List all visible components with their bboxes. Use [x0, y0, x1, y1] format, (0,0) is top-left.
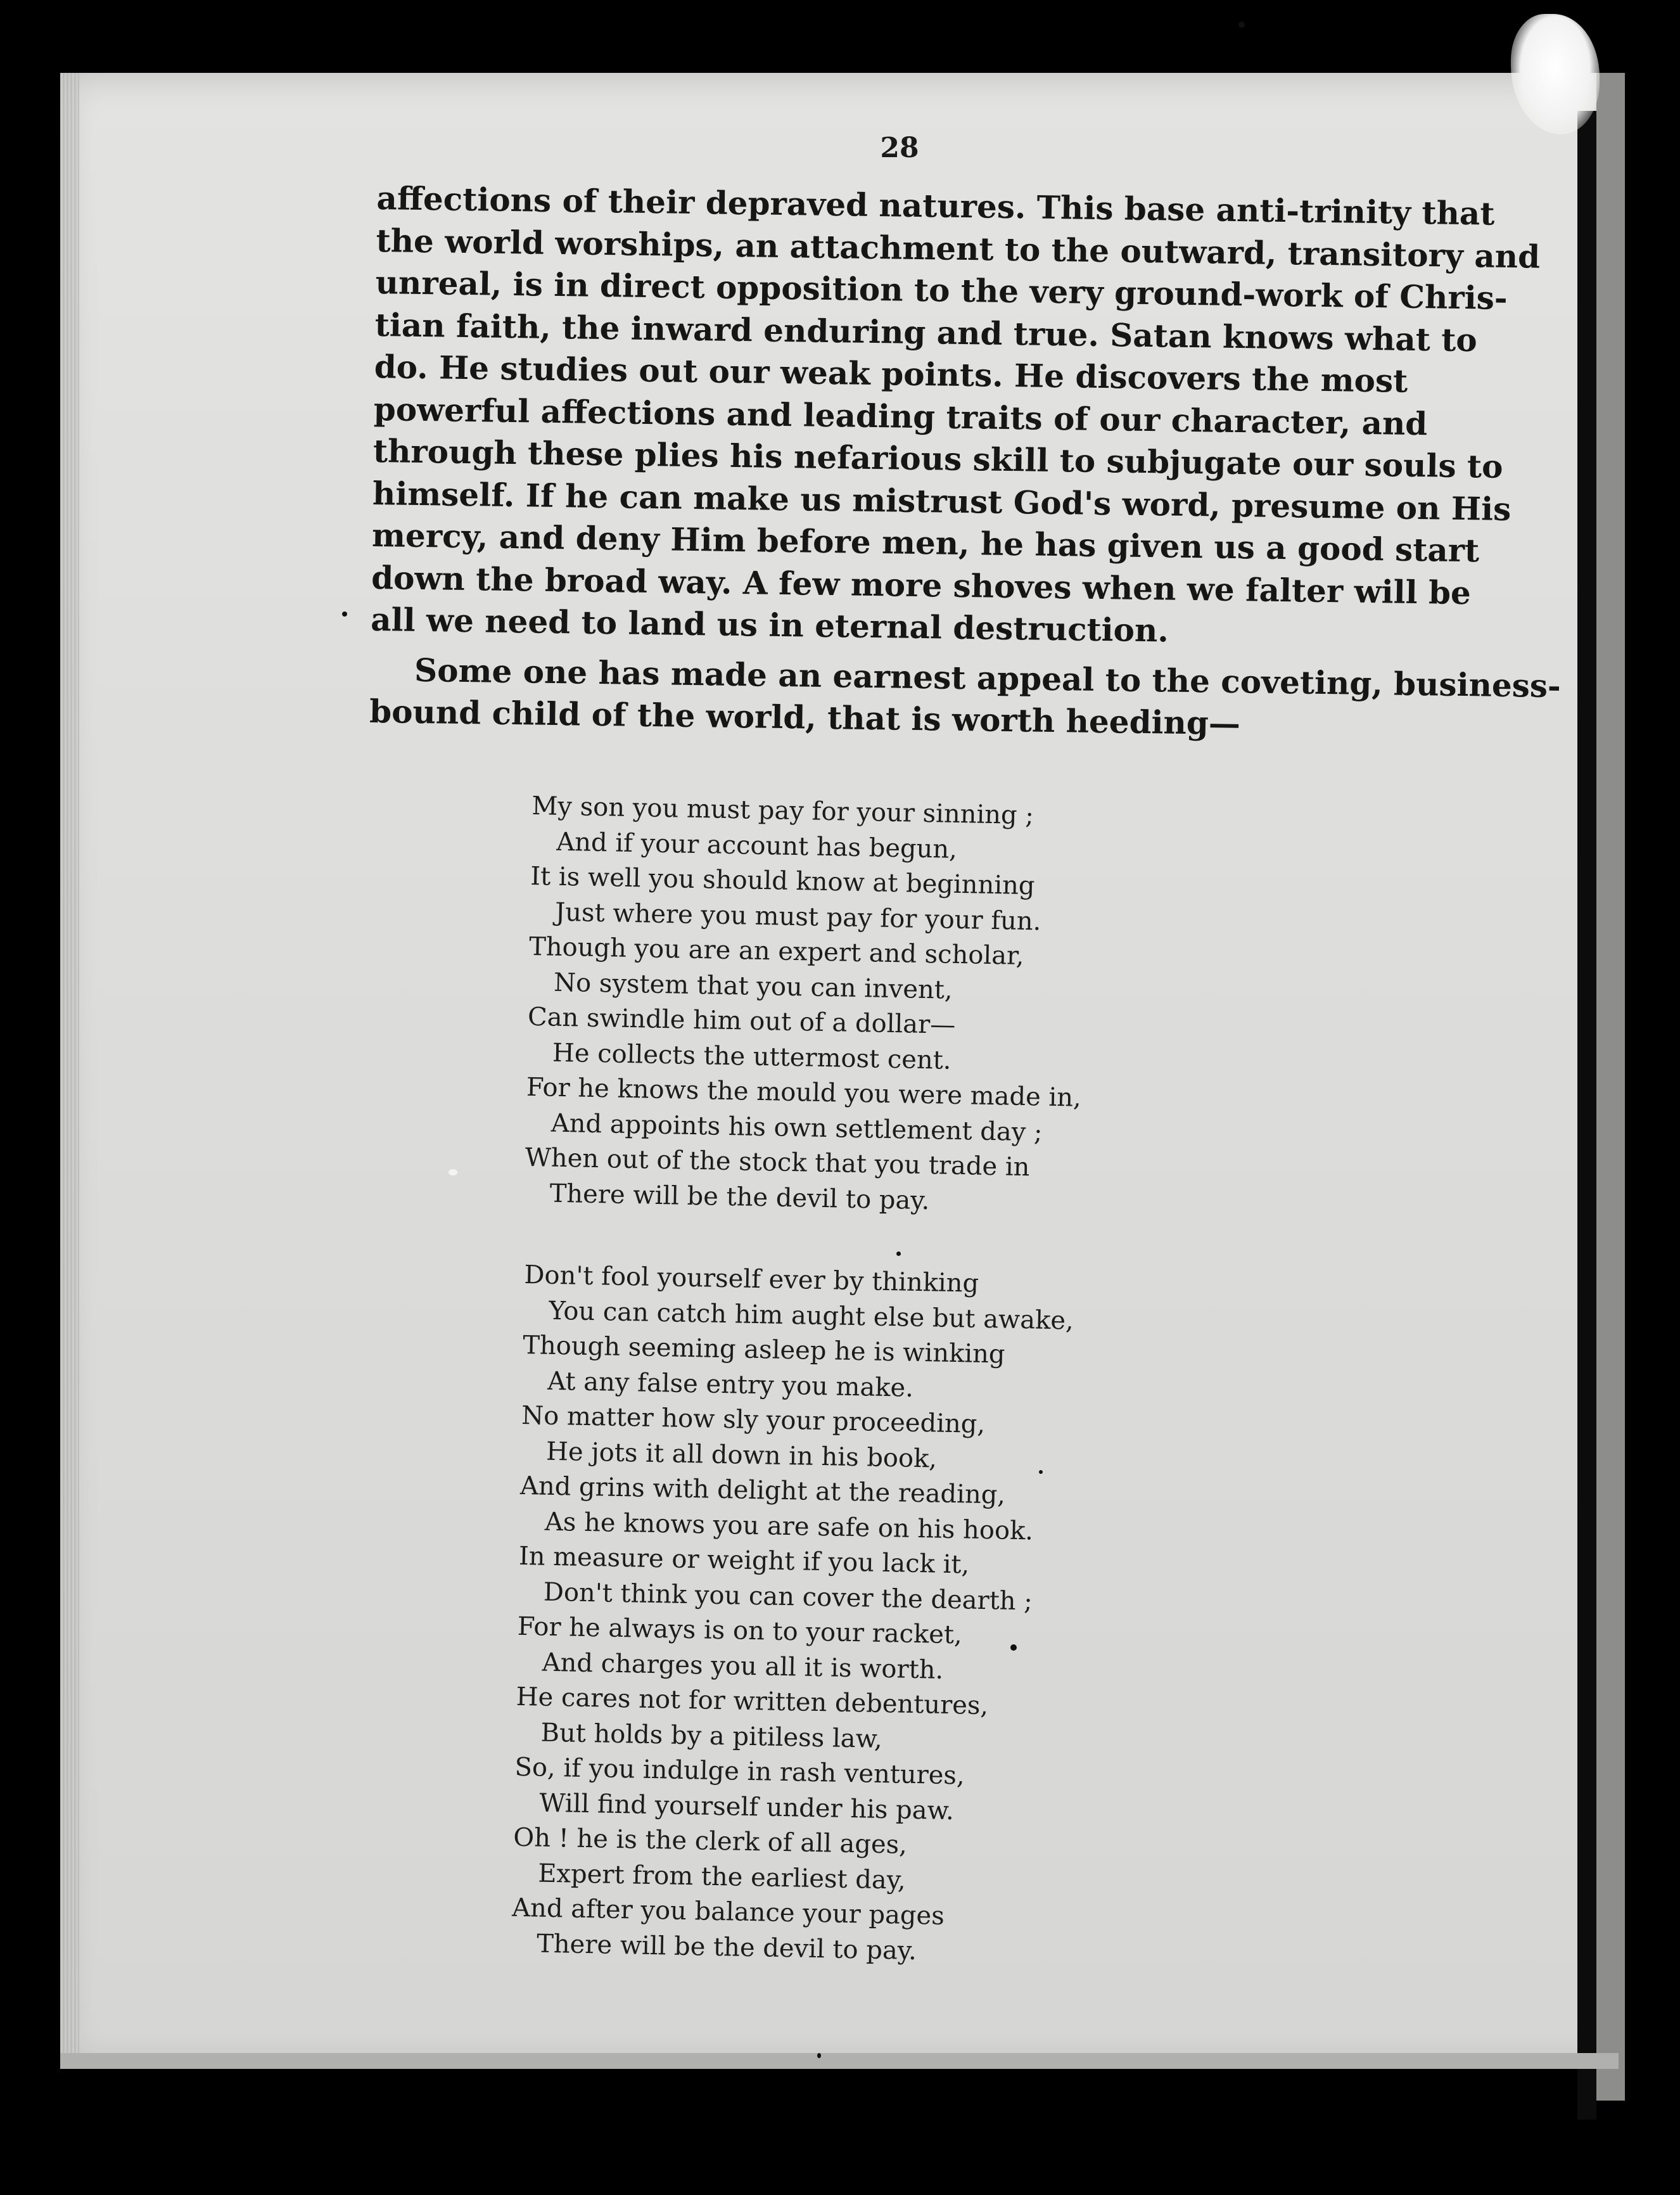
- dust-speck: [449, 1169, 457, 1175]
- poem-stanza-2: [511, 1258, 1095, 1972]
- page-bottom-edge: [60, 2053, 1619, 2069]
- text-line: powerful affections and leading traits of our character, and: [373, 390, 1428, 442]
- poem-line: For he knows the mould you were made in,: [526, 1072, 1082, 1113]
- poem-line: Will find yourself under his paw.: [539, 1788, 955, 1826]
- page-number: 28: [880, 132, 919, 164]
- poem-line: At any false entry you make.: [547, 1366, 914, 1403]
- text-line: himself. If he can make us mistrust God's word, presume on His: [372, 474, 1511, 528]
- text-line: all we need to land us in eternal destruction.: [370, 600, 1169, 650]
- poem-line: For he always is on to your racket,: [517, 1611, 963, 1650]
- poem-line: But holds by a pitiless law,: [540, 1718, 883, 1754]
- poem-line: He collects the uttermost cent.: [552, 1038, 951, 1075]
- page-right-strip: [1596, 73, 1625, 2101]
- poem-line: Though seeming asleep he is winking: [522, 1330, 1005, 1369]
- poem-line: There will be the devil to pay.: [536, 1929, 917, 1966]
- poem-line: Expert from the earliest day,: [537, 1859, 907, 1895]
- poem-line: As he knows you are safe on his hook.: [544, 1507, 1034, 1545]
- text-line: do. He studies out our weak points. He discovers the most: [374, 347, 1408, 400]
- dust-speck: [342, 611, 347, 617]
- poem-line: When out of the stock that you trade in: [525, 1142, 1030, 1182]
- poem-line: Don't think you can cover the dearth ;: [543, 1577, 1033, 1616]
- paragraph: [370, 177, 1541, 655]
- poem-line: Oh ! he is the clerk of all ages,: [512, 1822, 908, 1860]
- text-line: affections of their depraved natures. This base anti-trinity that: [376, 179, 1495, 233]
- text-line: tian faith, the inward enduring and true. Satan knows what to: [374, 305, 1478, 359]
- body-text: [369, 177, 1562, 755]
- dust-speck: [1238, 22, 1245, 28]
- poem-line: So, if you indulge in rash ventures,: [514, 1752, 965, 1791]
- poem-line: Don't fool yourself ever by thinking: [524, 1260, 979, 1298]
- poem-line: In measure or weight if you lack it,: [518, 1541, 970, 1580]
- poem-line: No matter how sly your proceeding,: [521, 1400, 986, 1440]
- text-line: mercy, and deny Him before men, he has given us a good start: [371, 516, 1480, 570]
- text-line: down the broad way. A few more shoves when we falter will be: [371, 558, 1472, 611]
- poem-line: And grins with delight at the reading,: [519, 1471, 1006, 1510]
- poem-line: Though you are an expert and scholar,: [528, 931, 1024, 971]
- poem-line: And appoints his own settlement day ;: [550, 1108, 1043, 1148]
- text-line: the world worships, an attachment to the outward, transitory and: [376, 221, 1541, 276]
- poem-line: There will be the devil to pay.: [549, 1179, 930, 1215]
- poem-line: No system that you can invent,: [553, 968, 953, 1005]
- poem-line: Just where you must pay for your fun.: [554, 897, 1041, 936]
- binding-shadow-bar: [1577, 111, 1596, 2120]
- text-line: unreal, is in direct opposition to the very ground-work of Chris-: [375, 263, 1508, 317]
- poem-line: You can catch him aught else but awake,: [548, 1296, 1074, 1336]
- poem-line: And if your account has begun,: [556, 827, 958, 864]
- poem-line: Can swindle him out of a dollar—: [527, 1002, 956, 1040]
- dust-speck: [896, 1251, 901, 1256]
- dust-speck: [817, 2053, 821, 2058]
- page-left-edge: [60, 73, 79, 2069]
- paragraph: [369, 648, 1562, 747]
- poem-stanza-1: [524, 789, 1102, 1222]
- text-line: bound child of the world, that is worth heeding—: [369, 692, 1241, 743]
- poem-line: He cares not for written debentures,: [516, 1682, 989, 1721]
- text-line: through these plies his nefarious skill to subjugate our souls to: [372, 432, 1503, 485]
- poem-line: It is well you should know at beginning: [530, 861, 1035, 901]
- text-line: Some one has made an earnest appeal to the coveting, business-: [414, 651, 1562, 705]
- poem-line: My son you must pay for your sinning ;: [531, 791, 1034, 831]
- poem-line: And charges you all it is worth.: [542, 1648, 944, 1685]
- poem-line: And after you balance your pages: [511, 1893, 945, 1931]
- poem-line: He jots it all down in his book,: [545, 1437, 938, 1474]
